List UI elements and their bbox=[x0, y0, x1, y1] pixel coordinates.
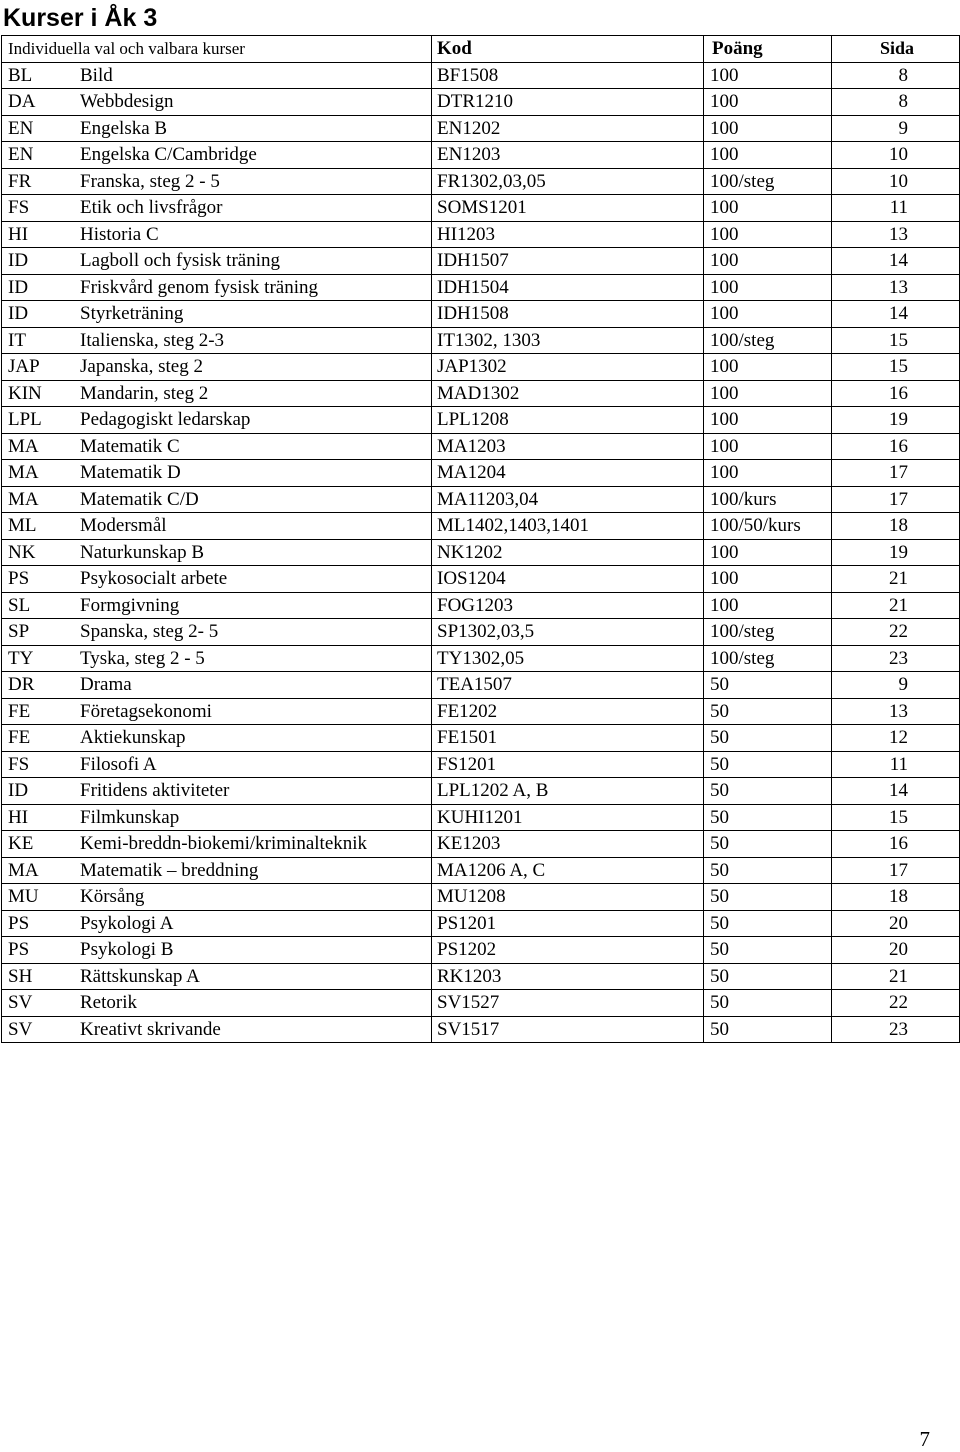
subject-abbr: FR bbox=[8, 170, 32, 192]
course-page: 16 bbox=[832, 380, 960, 407]
course-points: 100 bbox=[704, 592, 832, 619]
course-name: Fritidens aktiviteter bbox=[80, 780, 230, 802]
course-code: IDH1504 bbox=[432, 274, 704, 301]
course-cell bbox=[2, 831, 432, 858]
course-name: Bild bbox=[80, 64, 113, 86]
course-cell bbox=[2, 566, 432, 593]
course-points: 100/50/kurs bbox=[704, 513, 832, 540]
table-row bbox=[2, 778, 960, 805]
table-row bbox=[2, 831, 960, 858]
course-name: Franska, steg 2 - 5 bbox=[80, 170, 220, 192]
header-poang: Poäng bbox=[704, 36, 832, 63]
course-points: 100 bbox=[704, 195, 832, 222]
course-points: 100/steg bbox=[704, 168, 832, 195]
course-name: Webbdesign bbox=[80, 91, 174, 113]
course-name: Engelska C/Cambridge bbox=[80, 144, 257, 166]
subject-abbr: FE bbox=[8, 700, 31, 722]
course-code: FS1201 bbox=[432, 751, 704, 778]
subject-abbr: LPL bbox=[8, 409, 42, 431]
course-cell bbox=[2, 115, 432, 142]
course-code: IDH1508 bbox=[432, 301, 704, 328]
course-points: 50 bbox=[704, 937, 832, 964]
course-name: Historia C bbox=[80, 223, 159, 245]
course-points: 50 bbox=[704, 1016, 832, 1043]
course-page: 10 bbox=[832, 142, 960, 169]
course-cell bbox=[2, 645, 432, 672]
table-row bbox=[2, 910, 960, 937]
course-points: 100 bbox=[704, 407, 832, 434]
course-code: FOG1203 bbox=[432, 592, 704, 619]
course-page: 9 bbox=[832, 672, 960, 699]
subject-abbr: KIN bbox=[8, 382, 42, 404]
course-points: 100 bbox=[704, 248, 832, 275]
course-name: Formgivning bbox=[80, 594, 180, 616]
course-cell bbox=[2, 725, 432, 752]
table-row bbox=[2, 168, 960, 195]
course-cell bbox=[2, 274, 432, 301]
course-code: MA1204 bbox=[432, 460, 704, 487]
course-page: 18 bbox=[832, 884, 960, 911]
table-row bbox=[2, 354, 960, 381]
course-page: 14 bbox=[832, 301, 960, 328]
course-page: 9 bbox=[832, 115, 960, 142]
page-title: Kurser i Åk 3 bbox=[3, 4, 158, 32]
table-row bbox=[2, 301, 960, 328]
course-name: Kemi-breddn-biokemi/kriminalteknik bbox=[80, 833, 368, 855]
course-page: 19 bbox=[832, 407, 960, 434]
subject-abbr: IT bbox=[8, 329, 26, 351]
course-code: MAD1302 bbox=[432, 380, 704, 407]
course-cell bbox=[2, 990, 432, 1017]
course-cell bbox=[2, 804, 432, 831]
course-points: 50 bbox=[704, 725, 832, 752]
course-points: 50 bbox=[704, 910, 832, 937]
table-row bbox=[2, 645, 960, 672]
course-page: 11 bbox=[832, 751, 960, 778]
course-points: 50 bbox=[704, 857, 832, 884]
course-code: FR1302,03,05 bbox=[432, 168, 704, 195]
course-name: Matematik C/D bbox=[80, 488, 199, 510]
table-row bbox=[2, 221, 960, 248]
subject-abbr: PS bbox=[8, 568, 30, 590]
course-name: Italienska, steg 2-3 bbox=[80, 329, 225, 351]
table-row bbox=[2, 619, 960, 646]
course-page: 15 bbox=[832, 327, 960, 354]
course-page: 13 bbox=[832, 274, 960, 301]
course-name: Psykosocialt arbete bbox=[80, 568, 228, 590]
course-code: LPL1202 A, B bbox=[432, 778, 704, 805]
course-cell bbox=[2, 1016, 432, 1043]
course-code: MA1206 A, C bbox=[432, 857, 704, 884]
course-cell bbox=[2, 486, 432, 513]
subject-abbr: FS bbox=[8, 197, 30, 219]
course-cell bbox=[2, 248, 432, 275]
course-page: 23 bbox=[832, 1016, 960, 1043]
course-cell bbox=[2, 221, 432, 248]
course-points: 100 bbox=[704, 380, 832, 407]
course-cell bbox=[2, 142, 432, 169]
course-page: 13 bbox=[832, 698, 960, 725]
course-page: 15 bbox=[832, 354, 960, 381]
table-row bbox=[2, 115, 960, 142]
subject-abbr: EN bbox=[8, 117, 34, 139]
course-cell bbox=[2, 513, 432, 540]
course-code: MU1208 bbox=[432, 884, 704, 911]
course-name: Rättskunskap A bbox=[80, 965, 200, 987]
course-points: 100/steg bbox=[704, 619, 832, 646]
course-cell bbox=[2, 354, 432, 381]
course-cell bbox=[2, 327, 432, 354]
course-cell bbox=[2, 460, 432, 487]
course-cell bbox=[2, 937, 432, 964]
table-row bbox=[2, 592, 960, 619]
course-table bbox=[1, 35, 960, 1043]
course-points: 50 bbox=[704, 698, 832, 725]
course-name: Friskvård genom fysisk träning bbox=[80, 276, 319, 298]
course-cell bbox=[2, 910, 432, 937]
course-name: Företagsekonomi bbox=[80, 700, 212, 722]
course-points: 100 bbox=[704, 274, 832, 301]
course-points: 50 bbox=[704, 884, 832, 911]
course-points: 100 bbox=[704, 142, 832, 169]
subject-abbr: NK bbox=[8, 541, 36, 563]
course-points: 100 bbox=[704, 433, 832, 460]
course-code: FE1202 bbox=[432, 698, 704, 725]
course-code: MA1203 bbox=[432, 433, 704, 460]
course-cell bbox=[2, 301, 432, 328]
table-row bbox=[2, 327, 960, 354]
course-name: Styrketräning bbox=[80, 303, 184, 325]
course-code: NK1202 bbox=[432, 539, 704, 566]
subject-abbr: ID bbox=[8, 780, 29, 802]
course-name: Retorik bbox=[80, 992, 137, 1014]
course-code: SOMS1201 bbox=[432, 195, 704, 222]
course-page: 20 bbox=[832, 910, 960, 937]
course-code: IT1302, 1303 bbox=[432, 327, 704, 354]
course-points: 50 bbox=[704, 990, 832, 1017]
course-points: 100 bbox=[704, 221, 832, 248]
table-row bbox=[2, 1016, 960, 1043]
course-cell bbox=[2, 857, 432, 884]
course-points: 100 bbox=[704, 62, 832, 89]
course-name: Matematik D bbox=[80, 462, 181, 484]
course-page: 8 bbox=[832, 62, 960, 89]
course-name: Matematik C bbox=[80, 435, 180, 457]
course-code: SV1527 bbox=[432, 990, 704, 1017]
subject-abbr: ID bbox=[8, 276, 29, 298]
subject-abbr: FS bbox=[8, 753, 30, 775]
course-points: 50 bbox=[704, 963, 832, 990]
subject-abbr: MA bbox=[8, 859, 39, 881]
course-page: 13 bbox=[832, 221, 960, 248]
course-page: 20 bbox=[832, 937, 960, 964]
subject-abbr: KE bbox=[8, 833, 34, 855]
course-cell bbox=[2, 407, 432, 434]
course-page: 14 bbox=[832, 778, 960, 805]
subject-abbr: MA bbox=[8, 488, 39, 510]
course-name: Pedagogiskt ledarskap bbox=[80, 409, 251, 431]
table-row bbox=[2, 486, 960, 513]
subject-abbr: MA bbox=[8, 462, 39, 484]
subject-abbr: ID bbox=[8, 303, 29, 325]
course-points: 100/steg bbox=[704, 327, 832, 354]
table-row bbox=[2, 248, 960, 275]
subject-abbr: MA bbox=[8, 435, 39, 457]
course-name: Naturkunskap B bbox=[80, 541, 205, 563]
course-code: HI1203 bbox=[432, 221, 704, 248]
course-page: 17 bbox=[832, 460, 960, 487]
table-row bbox=[2, 566, 960, 593]
course-points: 50 bbox=[704, 804, 832, 831]
course-name: Spanska, steg 2- 5 bbox=[80, 621, 219, 643]
course-points: 100 bbox=[704, 566, 832, 593]
course-points: 100 bbox=[704, 460, 832, 487]
course-cell bbox=[2, 672, 432, 699]
course-points: 50 bbox=[704, 672, 832, 699]
table-row bbox=[2, 380, 960, 407]
course-cell bbox=[2, 884, 432, 911]
course-cell bbox=[2, 778, 432, 805]
subject-abbr: SV bbox=[8, 1018, 33, 1040]
course-code: TY1302,05 bbox=[432, 645, 704, 672]
table-row bbox=[2, 89, 960, 116]
table-row bbox=[2, 884, 960, 911]
course-code: SV1517 bbox=[432, 1016, 704, 1043]
table-row bbox=[2, 513, 960, 540]
table-row bbox=[2, 725, 960, 752]
course-page: 17 bbox=[832, 486, 960, 513]
subject-abbr: DA bbox=[8, 91, 36, 113]
course-name: Kreativt skrivande bbox=[80, 1018, 221, 1040]
table-row bbox=[2, 460, 960, 487]
header-kod: Kod bbox=[432, 36, 704, 63]
course-code: SP1302,03,5 bbox=[432, 619, 704, 646]
table-row bbox=[2, 62, 960, 89]
course-code: ML1402,1403,1401 bbox=[432, 513, 704, 540]
course-code: FE1501 bbox=[432, 725, 704, 752]
subject-abbr: FE bbox=[8, 727, 31, 749]
course-points: 100 bbox=[704, 539, 832, 566]
course-cell bbox=[2, 433, 432, 460]
subject-abbr: SP bbox=[8, 621, 30, 643]
course-cell bbox=[2, 62, 432, 89]
table-row bbox=[2, 698, 960, 725]
course-name: Filosofi A bbox=[80, 753, 157, 775]
course-code: PS1202 bbox=[432, 937, 704, 964]
course-name: Aktiekunskap bbox=[80, 727, 186, 749]
course-code: IDH1507 bbox=[432, 248, 704, 275]
course-cell bbox=[2, 751, 432, 778]
course-code: BF1508 bbox=[432, 62, 704, 89]
table-row bbox=[2, 274, 960, 301]
table-row bbox=[2, 195, 960, 222]
course-code: LPL1208 bbox=[432, 407, 704, 434]
header-sida: Sida bbox=[832, 36, 960, 63]
course-page: 18 bbox=[832, 513, 960, 540]
course-cell bbox=[2, 539, 432, 566]
course-name: Etik och livsfrågor bbox=[80, 197, 223, 219]
course-page: 19 bbox=[832, 539, 960, 566]
subject-abbr: SL bbox=[8, 594, 31, 616]
course-name: Drama bbox=[80, 674, 132, 696]
course-points: 100/kurs bbox=[704, 486, 832, 513]
header-subtitle: Individuella val och valbara kurser bbox=[2, 36, 432, 63]
course-code: TEA1507 bbox=[432, 672, 704, 699]
table-row bbox=[2, 751, 960, 778]
course-points: 50 bbox=[704, 831, 832, 858]
course-name: Engelska B bbox=[80, 117, 168, 139]
table-row bbox=[2, 407, 960, 434]
course-code: KUHI1201 bbox=[432, 804, 704, 831]
table-row bbox=[2, 804, 960, 831]
course-points: 100 bbox=[704, 354, 832, 381]
course-page: 22 bbox=[832, 990, 960, 1017]
course-code: EN1202 bbox=[432, 115, 704, 142]
course-page: 21 bbox=[832, 592, 960, 619]
course-points: 50 bbox=[704, 778, 832, 805]
course-page: 16 bbox=[832, 433, 960, 460]
course-points: 100 bbox=[704, 89, 832, 116]
course-cell bbox=[2, 619, 432, 646]
table-row bbox=[2, 672, 960, 699]
course-name: Mandarin, steg 2 bbox=[80, 382, 209, 404]
table-row bbox=[2, 539, 960, 566]
table-row bbox=[2, 433, 960, 460]
course-page: 10 bbox=[832, 168, 960, 195]
course-code: DTR1210 bbox=[432, 89, 704, 116]
subject-abbr: PS bbox=[8, 939, 30, 961]
course-page: 17 bbox=[832, 857, 960, 884]
course-page: 21 bbox=[832, 566, 960, 593]
subject-abbr: JAP bbox=[8, 356, 40, 378]
table-row bbox=[2, 937, 960, 964]
course-cell bbox=[2, 698, 432, 725]
course-page: 12 bbox=[832, 725, 960, 752]
subject-abbr: ID bbox=[8, 250, 29, 272]
page-number: 7 bbox=[919, 1427, 930, 1451]
subject-abbr: SH bbox=[8, 965, 33, 987]
course-code: JAP1302 bbox=[432, 354, 704, 381]
course-page: 23 bbox=[832, 645, 960, 672]
course-cell bbox=[2, 89, 432, 116]
course-name: Japanska, steg 2 bbox=[80, 356, 203, 378]
course-code: PS1201 bbox=[432, 910, 704, 937]
course-page: 15 bbox=[832, 804, 960, 831]
subject-abbr: ML bbox=[8, 515, 37, 537]
table-row bbox=[2, 142, 960, 169]
subject-abbr: MU bbox=[8, 886, 39, 908]
course-name: Tyska, steg 2 - 5 bbox=[80, 647, 205, 669]
course-page: 11 bbox=[832, 195, 960, 222]
subject-abbr: SV bbox=[8, 992, 33, 1014]
table-row bbox=[2, 990, 960, 1017]
course-code: EN1203 bbox=[432, 142, 704, 169]
course-name: Körsång bbox=[80, 886, 145, 908]
course-points: 100 bbox=[704, 115, 832, 142]
course-cell bbox=[2, 195, 432, 222]
course-cell bbox=[2, 592, 432, 619]
table-row bbox=[2, 963, 960, 990]
course-page: 22 bbox=[832, 619, 960, 646]
table-row bbox=[2, 857, 960, 884]
course-page: 21 bbox=[832, 963, 960, 990]
subject-abbr: TY bbox=[8, 647, 34, 669]
course-points: 100/steg bbox=[704, 645, 832, 672]
course-points: 100 bbox=[704, 301, 832, 328]
subject-abbr: HI bbox=[8, 223, 29, 245]
table-header-row bbox=[2, 36, 960, 63]
course-code: KE1203 bbox=[432, 831, 704, 858]
course-page: 16 bbox=[832, 831, 960, 858]
course-code: RK1203 bbox=[432, 963, 704, 990]
course-points: 50 bbox=[704, 751, 832, 778]
course-page: 14 bbox=[832, 248, 960, 275]
course-name: Psykologi A bbox=[80, 912, 174, 934]
course-cell bbox=[2, 963, 432, 990]
subject-abbr: PS bbox=[8, 912, 30, 934]
subject-abbr: DR bbox=[8, 674, 35, 696]
course-name: Filmkunskap bbox=[80, 806, 180, 828]
subject-abbr: BL bbox=[8, 64, 33, 86]
course-code: MA11203,04 bbox=[432, 486, 704, 513]
course-name: Matematik – breddning bbox=[80, 859, 259, 881]
course-cell bbox=[2, 168, 432, 195]
subject-abbr: EN bbox=[8, 144, 34, 166]
course-name: Modersmål bbox=[80, 515, 167, 537]
course-name: Psykologi B bbox=[80, 939, 174, 961]
course-page: 8 bbox=[832, 89, 960, 116]
subject-abbr: HI bbox=[8, 806, 29, 828]
course-code: IOS1204 bbox=[432, 566, 704, 593]
course-cell bbox=[2, 380, 432, 407]
course-name: Lagboll och fysisk träning bbox=[80, 250, 280, 272]
